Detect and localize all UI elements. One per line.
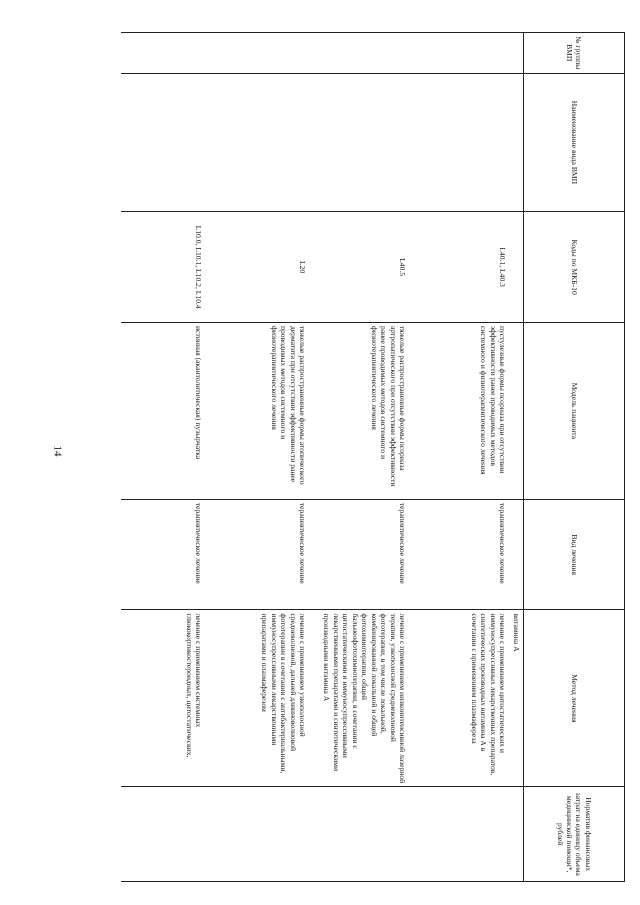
- cell-type: терапевтическое лечение: [121, 499, 205, 610]
- cell-codes: [509, 212, 524, 323]
- cell-codes: L20: [205, 212, 309, 323]
- cell-codes: L10.0, L10.1, L10.2, L10.4: [121, 212, 205, 323]
- cell-model: [509, 322, 524, 499]
- cell-method: витамина А: [509, 610, 524, 787]
- cell-codes: L40.5: [309, 212, 409, 323]
- table-row: [509, 33, 524, 882]
- cell-cost: [509, 787, 524, 882]
- cell-cost: [309, 787, 409, 882]
- cell-type: терапевтическое лечение: [309, 499, 409, 610]
- cell-model: тяжелые распространенные формы псориаза артропатического при отсутствии эффективности ранее проводимых методов системного и физиотерапевтического лечения: [309, 322, 409, 499]
- cell-group: [409, 33, 509, 74]
- cell-method: лечение с применением цитостатических и иммуносупрессивных лекарственных препаратов, синтетических производных витамина А в сочетании с применением плазмафереза: [409, 610, 509, 787]
- cell-cost: [205, 787, 309, 882]
- cell-type: [509, 499, 524, 610]
- rotated-table-container: [85, 32, 625, 882]
- header-model: Модель пациента: [524, 322, 625, 499]
- cell-cost: [409, 787, 509, 882]
- cell-group: [121, 33, 205, 74]
- table-row: [409, 33, 509, 882]
- header-method: Метод лечения: [524, 610, 625, 787]
- header-codes: Коды по МКБ-10: [524, 212, 625, 323]
- header-type: Вид лечения: [524, 499, 625, 610]
- cell-group: [205, 33, 309, 74]
- header-group: № группы ВМП: [524, 33, 625, 74]
- cell-method: лечение с применением низкоинтенсивной лазерной терапии, узкополосной средневолновой фототерапии, в том числе локальной, комбинированной локальной и общей фотохимиотерапии, общей бальнеофотохимиотерапии, в сочетании с цитостатическими и иммуносупрессивными лекарственными препаратами и синтетическими производными витамина А: [309, 610, 409, 787]
- cell-group: [309, 33, 409, 74]
- cell-cost: [121, 787, 205, 882]
- page-number: 14: [51, 445, 64, 457]
- cell-name: [409, 73, 509, 212]
- header-row: [524, 33, 625, 882]
- cell-model: тяжелые распространенные формы атопического дерматита при отсутствии эффективности ранее проводимых методов системного и физиотерапевтического лечения: [205, 322, 309, 499]
- cell-codes: L40.1, L40.3: [409, 212, 509, 323]
- vmp-table: [121, 32, 625, 882]
- cell-type: терапевтическое лечение: [205, 499, 309, 610]
- cell-method: лечение с применением узкополосной средневолновой, дальней длинноволновой фототерапии в сочетании с антибактериальными, иммуносупрессивными лекарственными препаратами и плазмаферезом: [205, 610, 309, 787]
- cell-name: [509, 73, 524, 212]
- cell-model: истинная (акантолитическая) пузырчатка: [121, 322, 205, 499]
- header-cost: Норматив финансовых затрат на единицу объема медицинской помощи*, рублей: [524, 787, 625, 882]
- cell-name: [121, 73, 205, 212]
- cell-group: [509, 33, 524, 74]
- cell-name: [205, 73, 309, 212]
- cell-model: пустулезные формы псориаза при отсутствии эффективности ранее проводимых методов системного и физиотерапевтического лечения: [409, 322, 509, 499]
- table-row: [309, 33, 409, 882]
- table-row: [121, 33, 205, 882]
- cell-type: терапевтическое лечение: [409, 499, 509, 610]
- cell-name: [309, 73, 409, 212]
- header-name: Наименование вида ВМП: [524, 73, 625, 212]
- table-row: [205, 33, 309, 882]
- cell-method: лечение с применением системных глюкокортикостероидных, цитостатических,: [121, 610, 205, 787]
